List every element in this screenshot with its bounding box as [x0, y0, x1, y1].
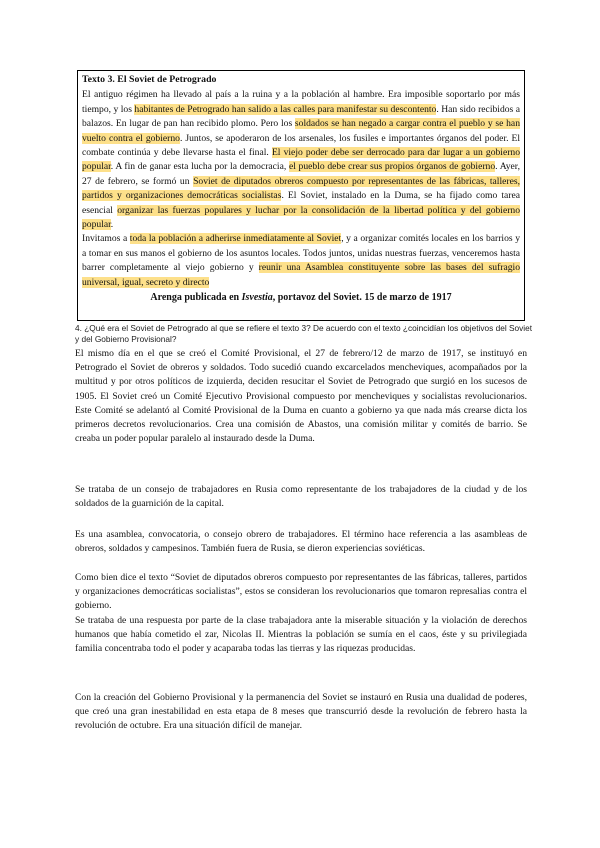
source-text-box	[77, 70, 525, 321]
highlighted-phrase: habitantes de Petrogrado han salido a las calles para manifestar su descontento	[134, 103, 437, 115]
text-segment: . El Soviet, instalado en la Duma, se ha fijado como tarea esencial	[82, 190, 520, 216]
highlighted-phrase: reunir una Asamblea constituyente sobre las bases del sufragio universal, igual, secreto y directo	[82, 262, 520, 288]
answer-text: Se trataba de un consejo de trabajadores en Rusia como representante de los trabajadores de la ciudad y de los soldados de la guarnición de la capital.	[75, 484, 527, 510]
highlighted-phrase: El viejo poder debe ser derrocado para dar lugar a un gobierno popular	[82, 147, 520, 173]
answer-text: Se trataba de una respuesta por parte de la clase trabajadora ante la miserable situación y la violación de derechos humanos que había cometido el zar, Nicolas II. Mientras la población se sumía en el caos, éste y su privilegiada familia concentraba todo el poder y acaparaba todas las tierras y las riquezas producidas.	[75, 615, 527, 655]
text-segment: .	[110, 219, 114, 231]
text-segment: Invitamos a	[82, 233, 130, 245]
text-segment: , y a organizar comités locales en los barrios y a tomar en sus manos el gobierno de los asuntos locales. Todos juntos, unidas nuestras fuerzas, venceremos hasta barrer completamente al viejo gobierno y	[82, 233, 520, 274]
text-segment: . Ayer, 27 de febrero, se formó un	[82, 161, 521, 187]
highlighted-phrase: toda la población a adherirse inmediatamente al Soviet	[129, 233, 342, 245]
answer-paragraph-2	[75, 483, 527, 511]
attribution-prefix: Arenga publicada en	[150, 292, 242, 304]
answer-paragraph-5	[75, 614, 527, 657]
answer-text: El mismo día en el que se creó el Comité Provisional, el 27 de febrero/12 de marzo de 1917, se instituyó en Petrogrado el Soviet de obreros y soldados. Todo sucedió cuando excarcelados mencheviques, acompañados por la multitud y por otros políticos de izquierda, deciden resucitar el Soviet de Petrogrado que surgió en los sucesos de 1905. El Soviet creó un Comité Ejecutivo Provisional compuesto por mencheviques y socialistas revolucionarios. Este Comité se adelantó al Comité Provisional de la Duma en cuanto a gobierno ya que nada más crearse dicta los primeros decretos revolucionarios. Crea una comisión de Abastos, una comisión militar y comités de barrio. Se creaba un poder popular paralelo al instaurado desde la Duma.	[75, 348, 527, 445]
answer-text: Con la creación del Gobierno Provisional y la permanencia del Soviet se instauró en Rusia una dualidad de poderes, que creó una gran inestabilidad en esta etapa de 8 meses que transcurrió desde la revolución de febrero hasta la revolución de octubre. Era una situación difícil de manejar.	[75, 692, 527, 732]
text-paragraph-1	[82, 88, 520, 232]
highlighted-phrase: el pueblo debe crear sus propios órganos de gobierno	[288, 161, 496, 173]
answer-paragraph-6	[75, 691, 527, 734]
text-segment: . A fin de ganar esta lucha por la democracia,	[110, 161, 289, 173]
highlighted-phrase: organizar las fuerzas populares y luchar por la consolidación de la libertad política y del gobierno popular	[82, 204, 521, 231]
text-source-attribution	[82, 291, 520, 305]
answer-text: Es una asamblea, convocatoria, o consejo obrero de trabajadores. El término hace referencia a las asambleas de obreros, soldados y campesinos. También fuera de Rusia, se dieron experiencias soviéticas.	[75, 529, 527, 555]
answer-paragraph-3	[75, 528, 527, 556]
attribution-source: Isvestia	[241, 292, 273, 304]
text-paragraph-2	[82, 232, 520, 290]
text-title: Texto 3. El Soviet de Petrogrado	[82, 74, 217, 85]
text-segment: . Han sido recibidos a balazos. En lugar de pan han recibido plomo. Pero los	[82, 103, 520, 130]
answer-paragraph-4	[75, 571, 527, 614]
highlighted-phrase: soldados se han negado a cargar contra el pueblo y se han vuelto contra el gobierno	[82, 118, 520, 144]
answer-text: Como bien dice el texto “Soviet de diputados obreros compuesto por representantes de las fábricas, talleres, partidos y organizaciones democráticas socialistas”, estos se consideran los revolucionarios que tomaron represalias contra el gobierno.	[75, 572, 527, 612]
text-segment: . Juntos, se apoderaron de los arsenales, los fusiles e importantes órganos del poder. El combate continúa y debe llevarse hasta el final.	[82, 132, 521, 159]
highlighted-phrase: Soviet de diputados obreros compuesto por representantes de las fábricas, talleres, partidos y organizaciones democráticas socialistas	[82, 175, 520, 202]
text-segment: El antiguo régimen ha llevado al país a la ruina y a la población al hambre. Era imposible soportarlo por más tiempo, y los	[82, 89, 520, 115]
question-text: 4. ¿Qué era el Soviet de Petrogrado al que se refiere el texto 3? De acuerdo con el texto ¿coincidían los objetivos del Soviet y del Gobierno Provisional?	[75, 323, 533, 344]
attribution-suffix: , portavoz del Soviet. 15 de marzo de 1917	[272, 292, 452, 304]
answer-paragraph-1	[75, 347, 527, 446]
